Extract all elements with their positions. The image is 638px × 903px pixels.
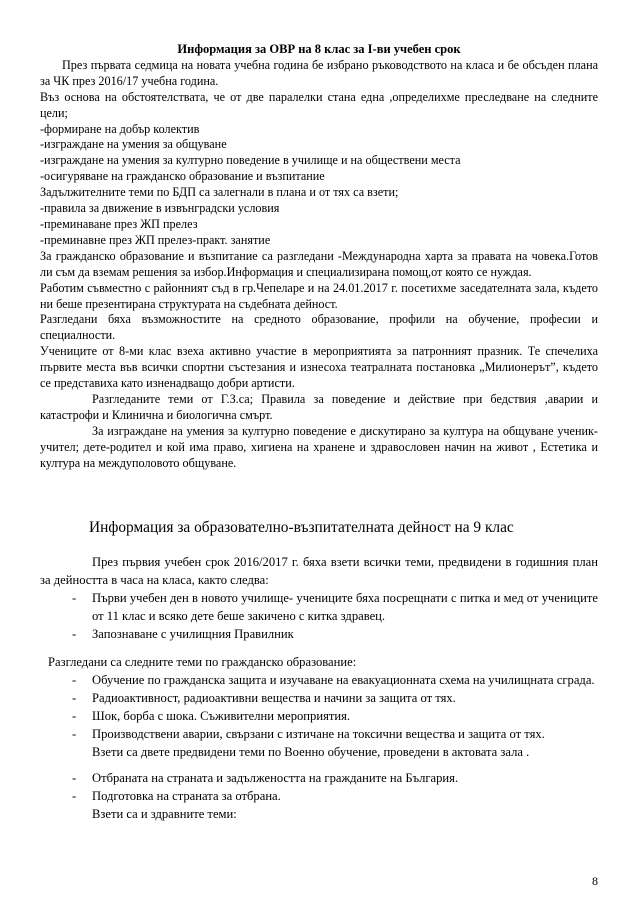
section-9th-grade-body xyxy=(40,553,598,823)
section-title: Информация за ОВР на 8 клас за I-ви учебен срок xyxy=(177,42,461,56)
paragraph: Работим съвместно с районният съд в гр.Чепеларе и на 24.01.2017 г. посетихме заседателната зала, където ни беше презентирана структурата на съдебната дейност. xyxy=(40,280,598,311)
traffic-topic-item: -правила за движение в извънградски условия xyxy=(40,201,280,216)
paragraph: Учениците от 8-ми клас взеха активно участие в мероприятията за патронният празник. Те спечелиха първите места във всички спортни състезания и изнесоха театралната постановка „Милионерът”, където се представиха като изненадващо добри артисти. xyxy=(40,344,598,391)
paragraph: За изграждане на умения за културно поведение е дискутирано за култура на общуване ученик-учител; дете-родител и кой има право, хигиена на хранене и здравословен начин на живот , Естетика и култура на междуполовото общуване. xyxy=(40,423,598,470)
list-item xyxy=(40,769,598,787)
dash-bullet: - xyxy=(72,627,77,641)
goal-item: -изграждане на умения за общуване xyxy=(40,137,227,152)
list-item-text: Обучение по гражданска защита и изучаване на евакуационната схема на училищната сграда. xyxy=(92,673,595,687)
dash-bullet: - xyxy=(72,673,77,687)
paragraph: Задължителните теми по БДП са залегнали в плана и от тях са взети; xyxy=(40,185,399,200)
page-number: 8 xyxy=(592,874,598,888)
list-item-text: Отбраната на страната и задължеността на гражданите на България. xyxy=(92,771,459,785)
note: Взети са и здравните теми: xyxy=(92,807,237,821)
goal-item: -изграждане на умения за културно поведение в училище и на обществени места xyxy=(40,153,461,168)
list-item xyxy=(40,625,598,643)
list-item-text: Радиоактивност, радиоактивни вещества и начини за защита от тях. xyxy=(92,691,456,705)
dash-bullet: - xyxy=(72,591,77,605)
subheading: Разгледани са следните теми по гражданско образование: xyxy=(48,655,357,669)
list-item-text: Първи учебен ден в новото училище- учениците бяха посрещнати с питка и мед от учениците от 11 клас и всяко дете беше закичено с китка здравец. xyxy=(92,591,598,623)
dash-bullet: - xyxy=(72,727,77,741)
section-9th-grade-heading xyxy=(40,518,598,538)
spacer xyxy=(40,761,598,769)
list-item-text: Шок, борба с шока. Съживителни мероприятия. xyxy=(92,709,351,723)
goal-item: -осигуряване на гражданско образование и възпитание xyxy=(40,169,325,184)
traffic-topic-item: -преминавне през ЖП прелез-практ. занятие xyxy=(40,232,271,247)
goal-item: -формиране на добър колектив xyxy=(40,121,200,136)
list-item-text: Подготовка на страната за отбрана. xyxy=(92,789,281,803)
paragraph: Въз основа на обстоятелствата, че от две паралелки стана една ,определихме преследване на следните цели; xyxy=(40,89,598,120)
list-item xyxy=(40,707,598,725)
paragraph: Разгледаните теми от Г.З.са; Правила за поведение и действие при бедствия ,аварии и катастрофи и Клинична и биологична смърт. xyxy=(40,391,598,422)
dash-bullet: - xyxy=(72,789,77,803)
dash-bullet: - xyxy=(72,771,77,785)
spacer xyxy=(40,643,598,653)
list-item xyxy=(40,589,598,625)
list-item-text: Запознаване с училищния Правилник xyxy=(92,627,294,641)
paragraph: За гражданско образование и възпитание са разгледани -Международна харта за правата на човека.Готов ли съм да вземам решения за избор.Информация и специализирана помощ,от която се нуждая. xyxy=(40,248,598,279)
list-item-text: Производствени аварии, свързани с изтичане на токсични вещества и защита от тях. xyxy=(92,727,545,741)
list-item xyxy=(40,787,598,805)
dash-bullet: - xyxy=(72,709,77,723)
section-8th-grade xyxy=(40,42,598,471)
section-title: Информация за образователно-възпитателната дейност на 9 клас xyxy=(89,519,514,536)
paragraph: Разгледани бяха възможностите на средното образование, профили на обучение, професии и специалности. xyxy=(40,312,598,343)
list-item xyxy=(40,689,598,707)
list-item xyxy=(40,671,598,689)
dash-bullet: - xyxy=(72,691,77,705)
paragraph: През първия учебен срок 2016/2017 г. бяха взети всички теми, предвидени в годишния план за дейността в часа на класа, както следва: xyxy=(40,555,598,587)
traffic-topic-item: -преминаване през ЖП прелез xyxy=(40,216,198,231)
list-item xyxy=(40,725,598,743)
paragraph: През първата седмица на новата учебна година бе избрано ръководството на класа и бе обсъден плана за ЧК през 2016/17 учебна година. xyxy=(40,57,598,88)
note: Взети са двете предвидени теми по Военно обучение, проведени в актовата зала . xyxy=(92,745,530,759)
